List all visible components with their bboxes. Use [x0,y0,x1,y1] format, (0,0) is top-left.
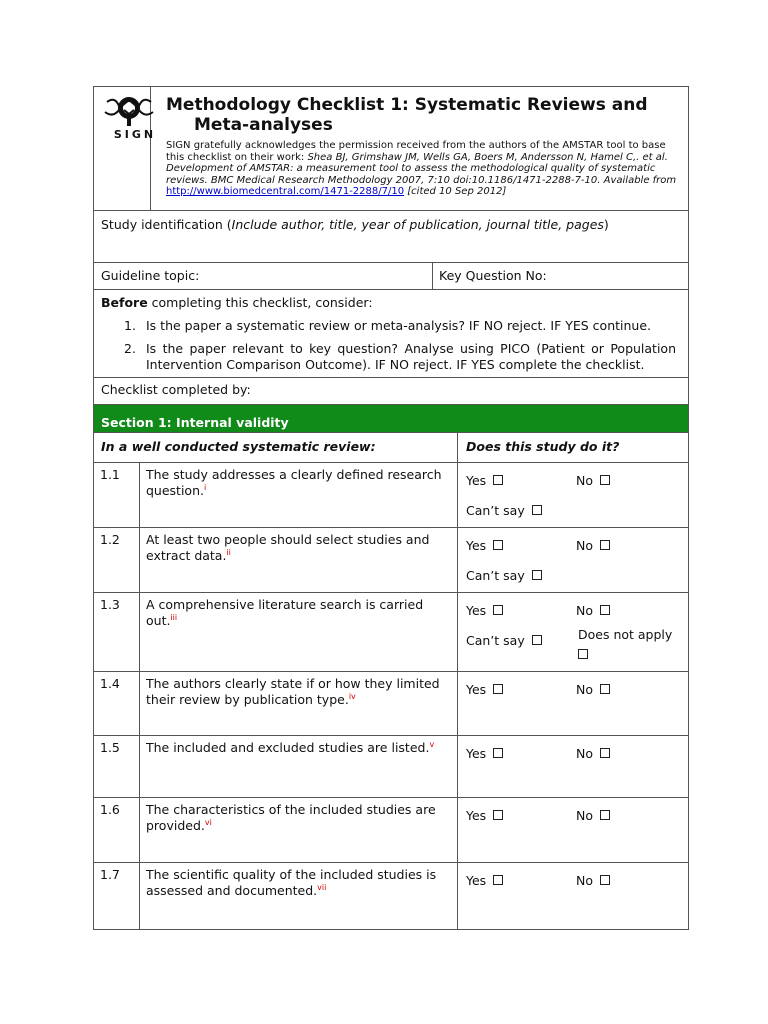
q1-7-no[interactable]: No [576,873,610,889]
thistle-icon [101,92,157,128]
completed-by-field[interactable] [93,377,689,405]
q1-3-num-cell: 1.3 [93,592,140,672]
completed-by-label: Checklist completed by: [101,382,251,397]
q1-2-cant-say[interactable]: Can’t say [466,568,542,584]
q1-4-num-cell: 1.4 [93,671,140,736]
q1-2-num-cell: 1.2 [93,527,140,593]
q1-2-text-cell [139,527,458,593]
q1-1-cant-say[interactable]: Can’t say [466,503,542,519]
q1-6-answer-cell [457,797,689,863]
before-item-1-num: 1. [124,318,136,333]
q1-3-yes[interactable]: Yes [466,603,503,619]
sign-logo [101,92,157,140]
header-box [93,86,689,211]
q1-4-answer-cell [457,671,689,736]
before-intro: Before completing this checklist, consider: [101,295,373,310]
before-item-2-num: 2. [124,341,136,356]
before-item-1-text: Is the paper a systematic review or meta-analysis? IF NO reject. IF YES continue. [146,318,651,333]
page-title-line2: Meta-analyses [194,115,333,135]
before-item-2-text: Is the paper relevant to key question? Analyse using PICO (Patient or Population Intervention Comparison Outcome). IF NO reject. IF YES complete the checklist. [146,341,676,372]
q1-2-no[interactable]: No [576,538,610,554]
q1-6-no[interactable]: No [576,808,610,824]
q1-5-num-cell: 1.5 [93,735,140,798]
q1-6-num-cell: 1.6 [93,797,140,863]
page-title-line1: Methodology Checklist 1: Systematic Reviews and [166,95,648,115]
section-1-title: Section 1: Internal validity [101,415,289,430]
q1-2-answer-cell [457,527,689,593]
q1-3-text-cell [139,592,458,672]
key-question-field[interactable] [432,262,689,290]
before-completing-box [93,289,689,378]
col1-header-cell [93,432,458,463]
logo-cell [93,86,157,211]
q1-3-not-apply[interactable]: Does not apply [578,627,673,642]
acknowledgement-text: SIGN gratefully acknowledges the permission received from the authors of the AMSTAR tool to base this checklist on their work: Shea BJ, Grimshaw JM, Wells GA, Boers M, Andersson N, Hamel C,. et al. Development of AMSTAR: a measurement tool to assess the methodological quality of systematic reviews. BMC Medical Research Methodology 2007, 7:10 doi:10.1186/1471-2288-7-10. Available from http://www.biomedcentral.com/1471-2288/7/10 [cited 10 Sep 2012] [166,140,677,197]
q1-7-num-cell: 1.7 [93,862,140,930]
q1-1-text: The study addresses a clearly defined research question.$^i$ [146,467,442,498]
key-question-label: Key Question No: [439,268,547,283]
q1-2-yes[interactable]: Yes [466,538,503,554]
study-identification-box[interactable] [93,210,689,263]
study-identification-label: Study identification (Include author, title, year of publication, journal title, pages) [101,217,609,232]
q1-5-no[interactable]: No [576,746,610,762]
q1-5-yes[interactable]: Yes [466,746,503,762]
q1-3-no[interactable]: No [576,603,610,619]
guideline-topic-field[interactable] [93,262,433,290]
q1-6-text-cell [139,797,458,863]
section-1-header [93,404,689,433]
q1-4-yes[interactable]: Yes [466,682,503,698]
q1-4-text: The authors clearly state if or how they limited their review by publication type.$^{iv}$ [146,676,440,707]
q1-3-answer-cell [457,592,689,672]
q1-4-no[interactable]: No [576,682,610,698]
q1-3-not-apply-checkbox[interactable] [578,647,588,663]
q1-1-yes[interactable]: Yes [466,473,503,489]
q1-3-text: A comprehensive literature search is carried out.$^{iii}$ [146,597,424,628]
q1-4-text-cell [139,671,458,736]
q1-6-text: The characteristics of the included studies are provided.$^{vi}$ [146,802,436,833]
q1-5-text-cell [139,735,458,798]
q1-5-answer-cell [457,735,689,798]
q1-1-num-cell: 1.1 [93,462,140,528]
q1-7-text: The scientific quality of the included studies is assessed and documented.$^{vii}$ [146,867,437,898]
guideline-topic-label: Guideline topic: [101,268,200,283]
q1-5-text: The included and excluded studies are listed.$^v$ [146,739,435,755]
q1-1-answer-cell [457,462,689,528]
q1-1-text-cell [139,462,458,528]
q1-7-answer-cell [457,862,689,930]
q1-7-text-cell [139,862,458,930]
q1-3-cant-say[interactable]: Can’t say [466,633,542,649]
logo-text: SIGN [113,128,157,141]
q1-2-text: At least two people should select studies and extract data.$^{ii}$ [146,532,430,563]
q1-6-yes[interactable]: Yes [466,808,503,824]
col1-header: In a well conducted systematic review: [101,439,376,454]
col2-header: Does this study do it? [466,439,620,454]
col2-header-cell [457,432,689,463]
q1-7-yes[interactable]: Yes [466,873,503,889]
q1-1-no[interactable]: No [576,473,610,489]
biomedcentral-link[interactable]: http://www.biomedcentral.com/1471-2288/7/10 [166,186,405,197]
